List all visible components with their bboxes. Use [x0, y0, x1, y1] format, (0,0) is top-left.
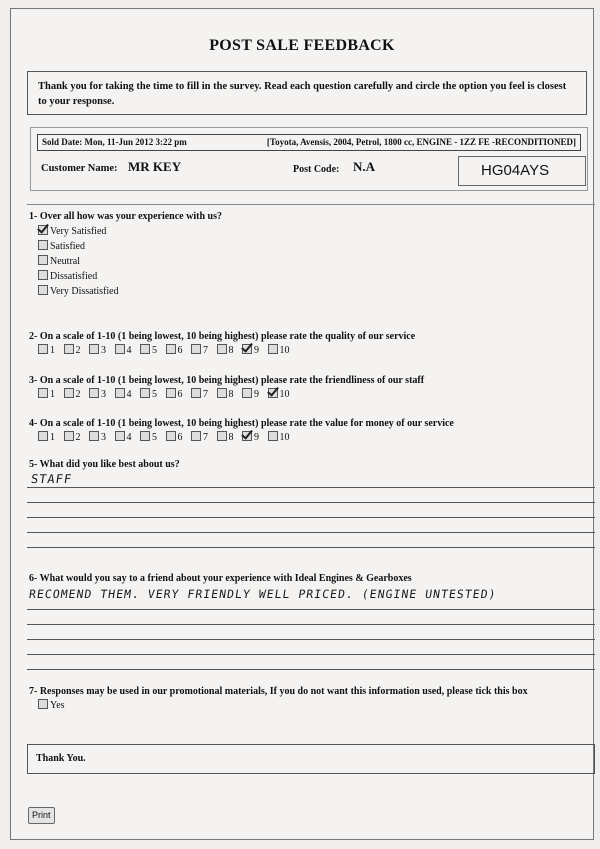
checkbox-icon[interactable] [64, 431, 74, 441]
q3-scale-option[interactable] [217, 388, 243, 400]
scale-number: 10 [279, 389, 290, 400]
sold-date: Mon, 11-Jun 2012 3:22 pm [84, 137, 187, 147]
question-6: 6- What would you say to a friend about your experience with Ideal Engines & Gearboxes [29, 573, 412, 584]
checkbox-icon[interactable] [242, 431, 252, 441]
scale-number: 7 [203, 432, 208, 443]
q3-scale-option[interactable] [268, 388, 294, 400]
registration-box: HG04AYS [458, 156, 586, 186]
checkbox-icon[interactable] [38, 699, 48, 709]
scale-number: 6 [177, 432, 183, 443]
q4-scale-option[interactable] [166, 431, 192, 443]
scale-number: 3 [101, 345, 106, 356]
q2-scale [38, 344, 293, 356]
q1-option-label: Neutral [50, 256, 80, 267]
scale-number: 1 [50, 389, 55, 400]
sold-row [37, 134, 581, 151]
q4-scale-option[interactable] [64, 431, 90, 443]
checkbox-icon[interactable] [115, 431, 125, 441]
checkbox-icon[interactable] [89, 431, 99, 441]
checkbox-icon[interactable] [38, 388, 48, 398]
q2-scale-option[interactable] [140, 344, 166, 356]
checkbox-icon[interactable] [242, 388, 252, 398]
checkbox-icon[interactable] [38, 270, 48, 280]
q1-option-label: Dissatisfied [50, 271, 98, 282]
q4-scale-option[interactable] [191, 431, 217, 443]
q5-answer-lines[interactable] [27, 487, 595, 548]
scale-number: 9 [254, 345, 259, 356]
q1-option[interactable] [38, 269, 119, 284]
intro-text: Thank you for taking the time to fill in the survey. Read each question carefully and circle the option you feel is closest to your response. [27, 71, 587, 115]
q5-handwritten-answer: STAFF [30, 472, 74, 486]
q3-scale-option[interactable] [191, 388, 217, 400]
q2-scale-option[interactable] [217, 344, 243, 356]
q4-scale-option[interactable] [217, 431, 243, 443]
q2-scale-option[interactable] [115, 344, 141, 356]
checkbox-icon[interactable] [38, 225, 48, 235]
question-1: 1- Over all how was your experience with us? [29, 211, 222, 222]
q3-scale-option[interactable] [242, 388, 268, 400]
q3-scale-option[interactable] [166, 388, 192, 400]
q1-options [38, 224, 119, 299]
q6-handwritten-answer: RECOMEND THEM. VERY FRIENDLY WELL PRICED. (ENGINE UNTESTED) [28, 587, 498, 601]
scale-number: 5 [152, 345, 157, 356]
scale-number: 1 [50, 345, 55, 356]
postcode-value: N.A [353, 159, 376, 174]
q4-scale-option[interactable] [140, 431, 166, 443]
checkbox-icon[interactable] [115, 344, 125, 354]
scale-number: 2 [75, 432, 81, 443]
question-5: 5- What did you like best about us? [29, 459, 180, 470]
sale-info-box [30, 127, 588, 191]
checkbox-icon[interactable] [115, 388, 125, 398]
checkbox-icon[interactable] [64, 344, 74, 354]
q2-scale-option[interactable] [89, 344, 115, 356]
scale-number: 1 [50, 432, 55, 443]
checkbox-icon[interactable] [191, 344, 201, 354]
q4-scale-option[interactable] [268, 431, 294, 443]
print-button[interactable]: Print [28, 807, 55, 824]
scale-number: 3 [101, 389, 106, 400]
q4-scale-option[interactable] [89, 431, 115, 443]
scale-number: 2 [75, 345, 81, 356]
checkbox-icon[interactable] [38, 240, 48, 250]
checkbox-icon[interactable] [166, 344, 176, 354]
question-3: 3- On a scale of 1-10 (1 being lowest, 10 being highest) please rate the friendliness of our staff [29, 375, 425, 386]
question-4: 4- On a scale of 1-10 (1 being lowest, 10 being highest) please rate the value for money of our service [29, 418, 454, 429]
checkbox-icon[interactable] [38, 431, 48, 441]
checkbox-icon[interactable] [166, 431, 176, 441]
q2-scale-option[interactable] [242, 344, 268, 356]
scale-number: 6 [177, 389, 183, 400]
scale-number: 9 [254, 432, 259, 443]
scale-number: 10 [279, 432, 290, 443]
scale-number: 7 [203, 389, 208, 400]
q3-scale-option[interactable] [115, 388, 141, 400]
checkbox-icon[interactable] [242, 344, 252, 354]
question-7: 7- Responses may be used in our promotional materials, If you do not want this information used, please tick this box [29, 686, 528, 697]
checkbox-icon[interactable] [38, 344, 48, 354]
scale-number: 10 [279, 345, 290, 356]
scale-number: 4 [126, 432, 132, 443]
checkbox-icon[interactable] [38, 285, 48, 295]
q4-scale-option[interactable] [38, 431, 64, 443]
section-divider [27, 204, 595, 205]
sold-date-label: Sold Date: [42, 137, 83, 147]
q7-options [38, 698, 65, 713]
scale-number: 6 [177, 345, 183, 356]
feedback-form [10, 8, 594, 840]
scale-number: 3 [101, 432, 106, 443]
checkbox-icon[interactable] [217, 431, 227, 441]
postcode-label: Post Code: [293, 164, 340, 175]
q1-option[interactable] [38, 284, 119, 299]
q4-scale-option[interactable] [115, 431, 141, 443]
page-title: POST SALE FEEDBACK [209, 37, 395, 54]
q4-scale [38, 431, 293, 443]
scale-number: 5 [152, 432, 157, 443]
checkbox-icon[interactable] [217, 388, 227, 398]
scale-number: 8 [228, 432, 234, 443]
checkbox-icon[interactable] [140, 344, 150, 354]
checkbox-icon[interactable] [191, 431, 201, 441]
q2-scale-option[interactable] [166, 344, 192, 356]
q2-scale-option[interactable] [38, 344, 64, 356]
q1-option-label: Satisfied [50, 241, 85, 252]
checkbox-icon[interactable] [89, 344, 99, 354]
question-2: 2- On a scale of 1-10 (1 being lowest, 10 being highest) please rate the quality of our service [29, 331, 416, 342]
q2-scale-option[interactable] [268, 344, 294, 356]
q6-answer-lines[interactable] [27, 609, 595, 670]
q3-scale-option[interactable] [64, 388, 90, 400]
scale-number: 9 [254, 389, 259, 400]
q1-option[interactable] [38, 224, 119, 239]
vehicle-details: [Toyota, Avensis, 2004, Petrol, 1800 cc, ENGINE - 1ZZ FE -RECONDITIONED] [266, 137, 576, 147]
checkbox-icon[interactable] [191, 388, 201, 398]
scale-number: 5 [152, 389, 157, 400]
checkbox-icon[interactable] [217, 344, 227, 354]
scale-number: 4 [126, 345, 132, 356]
q3-scale-option[interactable] [140, 388, 166, 400]
checkbox-icon[interactable] [268, 388, 278, 398]
customer-name: MR KEY [128, 159, 182, 174]
customer-name-label: Customer Name: [41, 163, 118, 174]
checkbox-icon[interactable] [166, 388, 176, 398]
scale-number: 7 [203, 345, 208, 356]
checkbox-icon[interactable] [268, 344, 278, 354]
checkbox-icon[interactable] [140, 388, 150, 398]
q2-scale-option[interactable] [191, 344, 217, 356]
checkbox-icon[interactable] [64, 388, 74, 398]
q3-scale-option[interactable] [38, 388, 64, 400]
q3-scale-option[interactable] [89, 388, 115, 400]
q4-scale-option[interactable] [242, 431, 268, 443]
q1-option-label: Very Satisfied [50, 226, 107, 237]
q1-option-label: Very Dissatisfied [50, 286, 119, 297]
checkbox-icon[interactable] [38, 255, 48, 265]
scale-number: 8 [228, 389, 234, 400]
q1-option[interactable] [38, 239, 119, 254]
scale-number: 2 [75, 389, 81, 400]
checkbox-icon[interactable] [89, 388, 99, 398]
thank-you-box: Thank You. [27, 744, 595, 774]
q7-option-yes[interactable]: Yes [38, 698, 65, 713]
q3-scale [38, 388, 293, 400]
checkbox-icon[interactable] [268, 431, 278, 441]
checkbox-icon[interactable] [140, 431, 150, 441]
q1-option[interactable] [38, 254, 119, 269]
q2-scale-option[interactable] [64, 344, 90, 356]
scale-number: 8 [228, 345, 234, 356]
scale-number: 4 [126, 389, 132, 400]
